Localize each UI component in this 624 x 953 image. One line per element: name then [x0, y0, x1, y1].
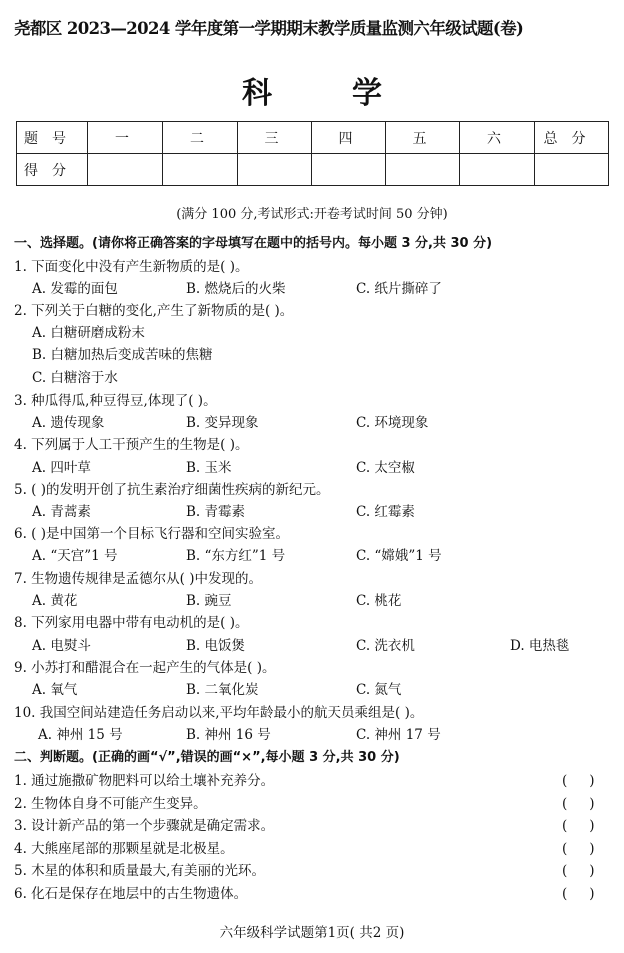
option: C. 太空椒	[356, 460, 415, 476]
answer-bracket[interactable]: ()	[562, 841, 617, 857]
option: C. 环境现象	[356, 415, 429, 431]
score-table-score-row	[17, 154, 609, 186]
judgement-question: 5. 木星的体积和质量最大,有美丽的光环。	[14, 863, 265, 879]
question-stem: 5. ( )的发明开创了抗生素治疗细菌性疾病的新纪元。	[14, 482, 330, 498]
option: B. 玉米	[186, 460, 232, 476]
answer-bracket[interactable]: ()	[562, 796, 617, 812]
score-label-cell: 得分	[17, 154, 88, 186]
option: A. 黄花	[32, 593, 78, 609]
option: B. “东方红”1 号	[186, 548, 286, 564]
option: A. 氧气	[32, 682, 78, 698]
score-table-cell: 四	[312, 122, 386, 154]
judgement-question: 6. 化石是保存在地层中的古生物遗体。	[14, 886, 248, 902]
option: B. 燃烧后的火柴	[186, 281, 286, 297]
option: C. 氮气	[356, 682, 402, 698]
score-table-cell: 五	[386, 122, 460, 154]
score-input-cell[interactable]	[312, 154, 386, 186]
option: A. 电熨斗	[32, 638, 91, 654]
option: A. 青蒿素	[32, 504, 91, 520]
judgement-question: 3. 设计新产品的第一个步骤就是确定需求。	[14, 818, 275, 834]
question-stem: 2. 下列关于白糖的变化,产生了新物质的是( )。	[14, 303, 294, 319]
option: C. 红霉素	[356, 504, 415, 520]
option: B. 变异现象	[186, 415, 259, 431]
question-stem: 8. 下列家用电器中带有电动机的是( )。	[14, 615, 249, 631]
question-stem: 9. 小苏打和醋混合在一起产生的气体是( )。	[14, 660, 276, 676]
section1-title: 一、选择题。(请你将正确答案的字母填写在题中的括号内。每小题 3 分,共 30 分)	[14, 236, 493, 251]
subject-title: 科学	[242, 76, 462, 111]
section2-title: 二、判断题。(正确的画“√”,错误的画“×”,每小题 3 分,共 30 分)	[14, 750, 400, 765]
judgement-question: 4. 大熊座尾部的那颗星就是北极星。	[14, 841, 234, 857]
option: B. 神州 16 号	[186, 727, 271, 743]
exam-info: (满分 100 分,考试形式:开卷考试时间 50 分钟)	[176, 207, 448, 222]
option: C. “嫦娥”1 号	[356, 548, 442, 564]
score-table-header-row	[17, 122, 609, 154]
option: B. 白糖加热后变成苦味的焦糖	[32, 347, 213, 363]
score-input-cell[interactable]	[88, 154, 163, 186]
option: C. 纸片撕碎了	[356, 281, 442, 297]
score-table-cell: 三	[238, 122, 312, 154]
option: C. 桃花	[356, 593, 402, 609]
option: A. 神州 15 号	[38, 727, 123, 743]
score-table-cell: 题号	[17, 122, 88, 154]
option: C. 白糖溶于水	[32, 370, 118, 386]
option: A. 四叶草	[32, 460, 91, 476]
page-footer: 六年级科学试题第1页( 共2 页)	[219, 925, 405, 941]
question-stem: 7. 生物遗传规律是孟德尔从( )中发现的。	[14, 571, 262, 587]
judgement-question: 1. 通过施撒矿物肥料可以给土壤补充养分。	[14, 773, 275, 789]
score-input-cell[interactable]	[238, 154, 312, 186]
option: B. 豌豆	[186, 593, 232, 609]
option: D. 电热毯	[510, 638, 570, 654]
option: C. 神州 17 号	[356, 727, 441, 743]
answer-bracket[interactable]: ()	[562, 773, 617, 789]
score-table-cell: 二	[163, 122, 238, 154]
score-table-cell: 总分	[535, 122, 609, 154]
answer-bracket[interactable]: ()	[562, 863, 617, 879]
option: B. 电饭煲	[186, 638, 246, 654]
score-input-cell[interactable]	[386, 154, 460, 186]
option: A. 遗传现象	[32, 415, 105, 431]
exam-title: 尧都区 2023—2024 学年度第一学期期末教学质量监测六年级试题(卷)	[14, 19, 524, 38]
score-input-cell[interactable]	[460, 154, 535, 186]
question-stem: 4. 下列属于人工干预产生的生物是( )。	[14, 437, 249, 453]
answer-bracket[interactable]: ()	[562, 886, 617, 902]
option: A. “天宫”1 号	[32, 548, 118, 564]
option: B. 二氧化炭	[186, 682, 259, 698]
option: B. 青霉素	[186, 504, 246, 520]
answer-bracket[interactable]: ()	[562, 818, 617, 834]
option: C. 洗衣机	[356, 638, 415, 654]
judgement-question: 2. 生物体自身不可能产生变异。	[14, 796, 207, 812]
option: A. 白糖研磨成粉末	[32, 325, 145, 341]
score-input-cell[interactable]	[535, 154, 609, 186]
question-stem: 1. 下面变化中没有产生新物质的是( )。	[14, 259, 249, 275]
question-stem: 3. 种瓜得瓜,种豆得豆,体现了( )。	[14, 393, 217, 409]
score-table	[16, 121, 609, 186]
option: A. 发霉的面包	[32, 281, 118, 297]
score-table-cell: 一	[88, 122, 163, 154]
score-table-cell: 六	[460, 122, 535, 154]
question-stem: 10. 我国空间站建造任务启动以来,平均年龄最小的航天员乘组是( )。	[14, 705, 424, 721]
question-stem: 6. ( )是中国第一个目标飞行器和空间实验室。	[14, 526, 289, 542]
score-input-cell[interactable]	[163, 154, 238, 186]
